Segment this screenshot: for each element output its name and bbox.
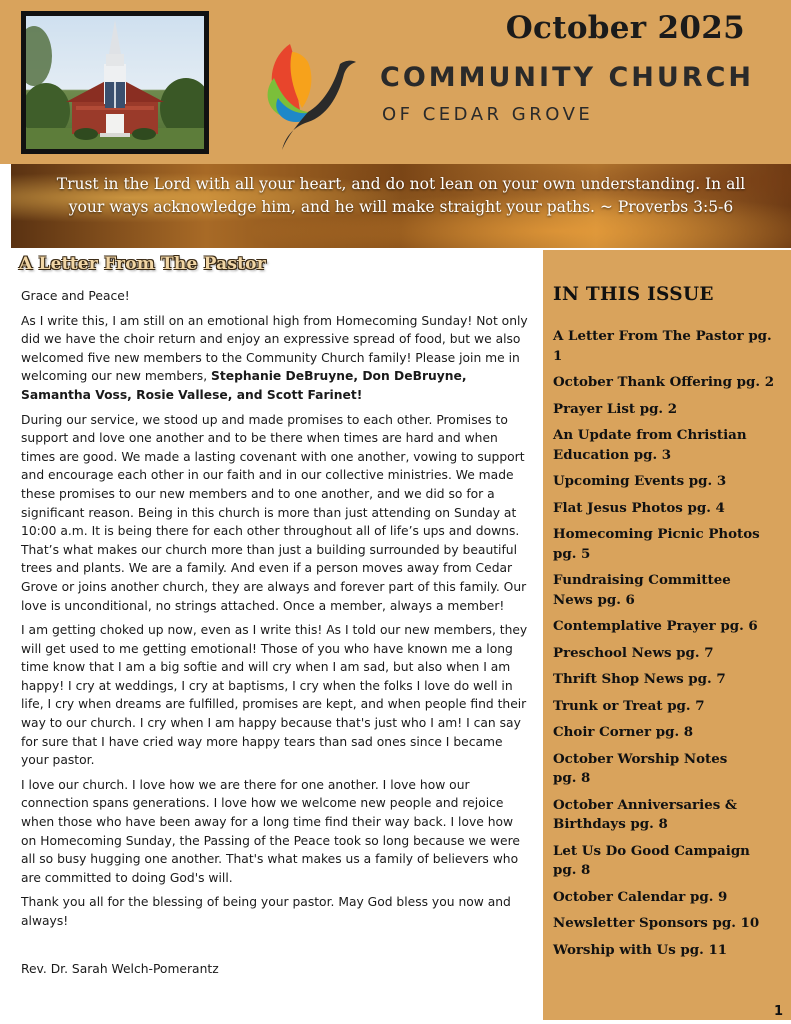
letter-paragraph: Thank you all for the blessing of being your pastor. May God bless you now and always! [21, 895, 511, 928]
toc-item: Let Us Do Good Campaign pg. 8 [553, 842, 750, 878]
letter-paragraph [21, 312, 531, 405]
toc-item: October Thank Offering pg. 2 [553, 374, 775, 390]
toc-item: Thrift Shop News pg. 7 [553, 671, 726, 687]
in-this-issue-sidebar [543, 250, 791, 1020]
issue-date: October 2025 [505, 10, 745, 46]
toc-item: A Letter From The Pastor pg. 1 [553, 328, 772, 364]
scripture-banner [11, 164, 791, 248]
toc-item: Newsletter Sponsors pg. 10 [553, 915, 760, 931]
sidebar-title: IN THIS ISSUE [553, 284, 714, 305]
toc-item: Upcoming Events pg. 3 [553, 473, 727, 489]
church-building-image [26, 16, 204, 149]
toc-item: October Calendar pg. 9 [553, 888, 728, 905]
scripture-text: Trust in the Lord with all your heart, and do not lean on your own understanding. In all your ways acknowledge him, and he will make straight your paths. ~ Proverbs 3:5-6 [56, 175, 746, 216]
church-location: OF CEDAR GROVE [382, 104, 594, 125]
toc-item: Homecoming Picnic Photos pg. 5 [553, 526, 760, 562]
letter-greeting: Grace and Peace! [21, 289, 130, 303]
toc-item: Contemplative Prayer pg. 6 [553, 618, 758, 634]
new-member-names: Stephanie DeBruyne, Don DeBruyne, Samantha Voss, Rosie Vallese, and Scott Farinet! [21, 369, 467, 402]
toc-item: October Anniversaries & Birthdays pg. 8 [553, 796, 738, 832]
toc-item: Choir Corner pg. 8 [553, 724, 694, 740]
church-dove-flame-logo [252, 38, 364, 156]
church-photo [21, 11, 209, 154]
letter-heading: A Letter From The Pastor [19, 254, 266, 274]
toc-item: An Update from Christian Education pg. 3 [553, 427, 747, 463]
newsletter-header [0, 0, 791, 164]
table-of-contents [553, 327, 785, 967]
letter-paragraph: During our service, we stood up and made promises to each other. Promises to support and love one another and to be there when times are hard and when times are good. We made a lasting covenant with one another, vowing to support and encourage each other in our faith and in our collective ministries. We made these promises to our new members and to one another, and we did so for a significant reason. Being in this church is more than just attending on Sunday at 10:00 a.m. It is being there for each other throughout all of life’s ups and downs. That’s what makes our church more than just a building surrounded by beautiful trees and plants. We are a family. And even if a person moves away from Cedar Grove or joins another church, they are always and forever part of this family. Our love is unconditional, no strings attached. Once a member, always a member! [21, 412, 527, 613]
letter-paragraph: I love our church. I love how we are there for one another. I love how our connection spans generations. I love how we welcome new people and rejoice when those who have been away for a long time find their way back. I love how on Homecoming Sunday, the Passing of the Peace took so long because we were all so busy hugging one another. That's what makes us a family of believers who are committed to doing God's will. [21, 777, 520, 885]
toc-item: Trunk or Treat pg. 7 [553, 697, 705, 714]
toc-item: October Worship Notes pg. 8 [553, 750, 728, 786]
pastor-signature: Rev. Dr. Sarah Welch-Pomerantz [21, 962, 219, 976]
letter-paragraph-text: As I write this, I am still on an emotional high from Homecoming Sunday! Not only did we have the choir return and enjoy an expressive spread of food, but we also welcomed five new members to the Community Church family! Please join me in welcoming our new members, [21, 313, 528, 384]
letter-paragraph: I am getting choked up now, even as I write this! As I told our new members, they will get used to me getting emotional! Those of you who have known me a long time know that I am a big softie and will cry when I am sad, but also when I am happy! I cry at weddings, I cry at baptisms, I cry when the folks I love do well in life, I cry when dreams are fulfilled, promises are kept, and when people find their way to our church. I cry when I am happy because that's just who I am! I can say for sure that I have cried way more happy tears than sad ones since I became your pastor. [21, 623, 528, 768]
church-name: COMMUNITY CHURCH [380, 62, 754, 93]
toc-item: Flat Jesus Photos pg. 4 [553, 499, 725, 516]
toc-item: Preschool News pg. 7 [553, 644, 714, 661]
letter-body [21, 287, 531, 937]
toc-item: Fundraising Committee News pg. 6 [553, 572, 731, 608]
toc-item: Prayer List pg. 2 [553, 400, 678, 417]
page-number: 1 [773, 1004, 783, 1019]
toc-item: Worship with Us pg. 11 [553, 941, 728, 958]
